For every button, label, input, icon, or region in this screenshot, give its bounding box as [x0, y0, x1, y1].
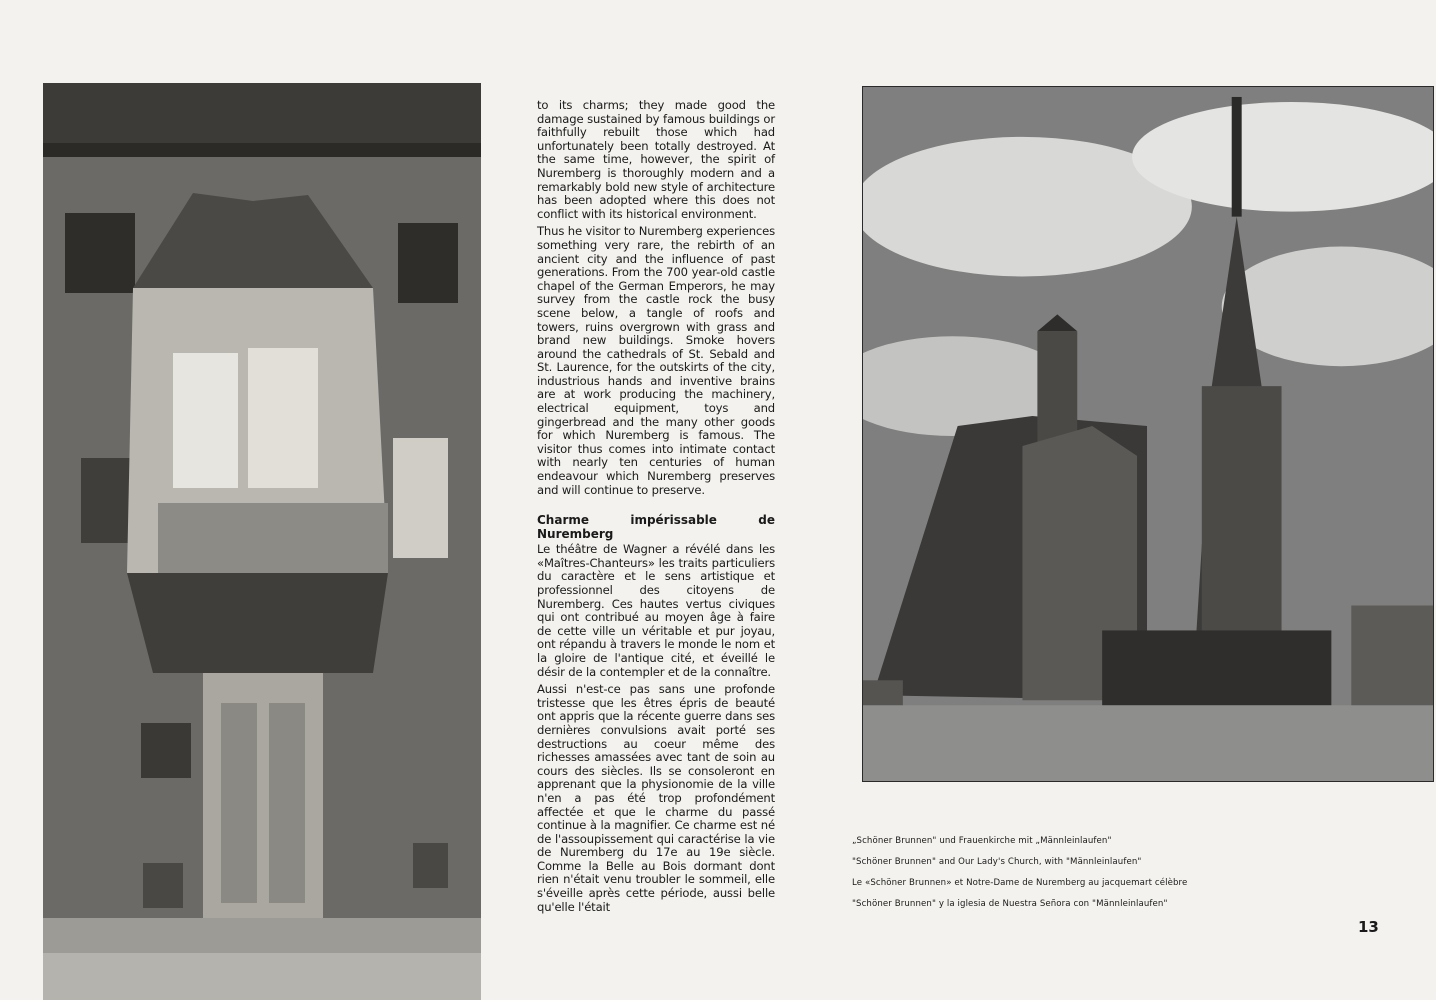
caption-english: "Schöner Brunnen" and Our Lady's Church, with "Männleinlaufen"	[852, 857, 1142, 867]
oriel-window-illustration	[43, 83, 481, 1000]
article-paragraph: Aussi n'est-ce pas sans une profonde tristesse que les êtres épris de beauté ont appris que la récente guerre dans ses dernières convulsions avait porté ses destructions au coeur même des richesses amassées avec tant de soin au cours des siècles. Ils se consoleront en apprenant que la physionomie de la ville n'en a pas été trop profondément affectée et que le charme du passé continue à la magnifier. Ce charme est né de l'assoupissement qui caractérise la vie de Nuremberg du 17e au 19e siècle. Comme la Belle au Bois dormant dont rien n'était venu troubler le sommeil, elle s'éveille après cette période, aussi belle qu'elle l'était	[537, 682, 775, 914]
article-paragraph: Thus he visitor to Nuremberg experiences something very rare, the rebirth of an ancient city and the influence of past generations. From the 700 year-old castle chapel of the German Emperors, he may survey from the castle rock the busy scene below, a tangle of roofs and towers, ruins overgrown with grass and brand new buildings. Smoke hovers around the cathedrals of St. Sebald and St. Laurence, for the outskirts of the city, industrious hands and inventive brains are at work producing the machinery, electrical equipment, toys and gingerbread and the many other goods for which Nuremberg is famous. The visitor thus comes into intimate contact with nearly ten centuries of human endeavour which Nuremberg preserves and will continue to preserve.	[537, 224, 775, 497]
caption-spanish: "Schöner Brunnen" y la iglesia de Nuestra Señora con "Männleinlaufen"	[852, 899, 1168, 909]
oriel-window-photo	[43, 83, 481, 1000]
section-heading: Charme impérissable de Nuremberg	[537, 513, 775, 542]
page-number: 13	[1358, 918, 1379, 936]
caption-german: „Schöner Brunnen" und Frauenkirche mit „Männleinlaufen"	[852, 836, 1112, 846]
photo-captions	[852, 836, 1372, 920]
fountain-church-illustration	[863, 87, 1433, 781]
article-paragraph: Le théâtre de Wagner a révélé dans les «Maîtres-Chanteurs» les traits particuliers du caractère et le sens artistique et professionnel des citoyens de Nuremberg. Ces hautes vertus civiques qui ont contribué au moyen âge à faire de cette ville un véritable et pur joyau, ont répandu à travers le monde le nom et la gloire de l'antique cité, et éveillé le désir de la contempler et de la connaître.	[537, 542, 775, 679]
fountain-church-photo	[862, 86, 1434, 782]
article-text-column	[537, 99, 775, 918]
caption-french: Le «Schöner Brunnen» et Notre-Dame de Nuremberg au jacquemart célèbre	[852, 878, 1188, 888]
article-paragraph: to its charms; they made good the damage sustained by famous buildings or faithfully rebuilt those which had unfortunately been totally destroyed. At the same time, however, the spirit of Nuremberg is thoroughly modern and a remarkably bold new style of architecture has been adopted where this does not conflict with its historical environment.	[537, 98, 775, 221]
